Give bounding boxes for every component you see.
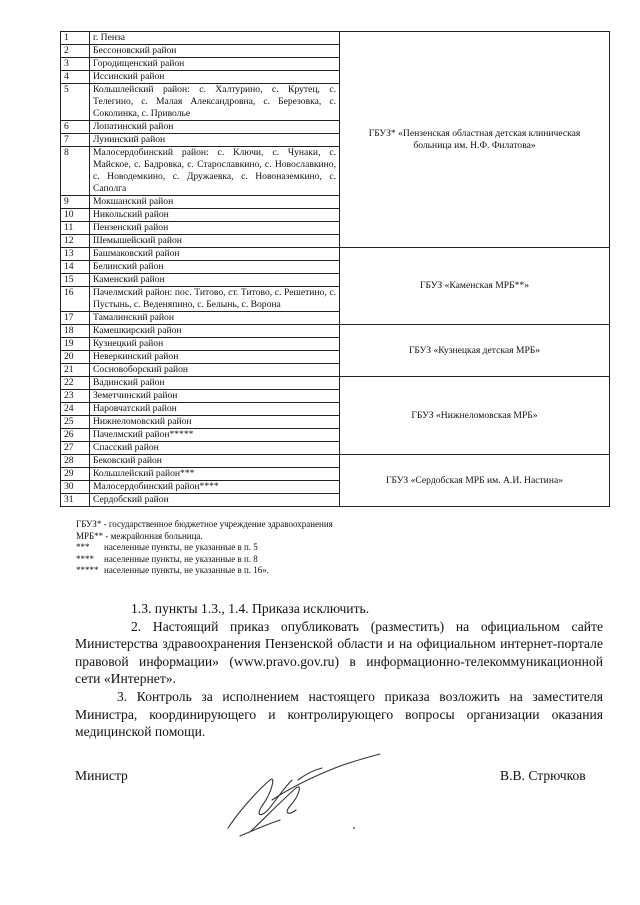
row-number: 26 — [61, 429, 90, 442]
table-row — [61, 32, 610, 45]
district-cell: Земетчинский район — [90, 390, 340, 403]
row-number: 16 — [61, 287, 90, 312]
district-cell: Никольский район — [90, 209, 340, 222]
district-cell: Лопатинский район — [90, 121, 340, 134]
district-cell: Спасский район — [90, 442, 340, 455]
row-number: 21 — [61, 364, 90, 377]
row-number: 12 — [61, 235, 90, 248]
district-cell: Бековский район — [90, 455, 340, 468]
district-cell: Сердобский район — [90, 494, 340, 507]
row-number: 3 — [61, 58, 90, 71]
district-cell: Пензенский район — [90, 222, 340, 235]
row-number: 24 — [61, 403, 90, 416]
signatory-title: Министр — [75, 768, 128, 783]
footnote: ГБУЗ* - государственное бюджетное учреждение здравоохранения — [76, 519, 333, 529]
district-cell: Башмаковский район — [90, 248, 340, 261]
district-cell: Городищенский район — [90, 58, 340, 71]
row-number: 4 — [61, 71, 90, 84]
row-number: 11 — [61, 222, 90, 235]
row-number: 30 — [61, 481, 90, 494]
district-cell: Наровчатский район — [90, 403, 340, 416]
row-number: 14 — [61, 261, 90, 274]
institution-cell: ГБУЗ «Сердобская МРБ им. А.И. Настина» — [340, 455, 610, 507]
row-number: 18 — [61, 325, 90, 338]
district-cell: Шемышейский район — [90, 235, 340, 248]
paragraph-3: 3. Контроль за исполнением настоящего приказа возложить на заместителя Министра, координирующего и контролирующего вопросы организации оказания медицинской помощи. — [75, 688, 603, 740]
table-row — [61, 455, 610, 468]
district-cell: Бессоновский район — [90, 45, 340, 58]
table-row — [61, 325, 610, 338]
footnote: **** населенные пункты, не указанные в п. 8 — [76, 553, 258, 564]
footnote: ***** населенные пункты, не указанные в п. 16». — [76, 565, 270, 576]
footnotes — [76, 519, 576, 577]
footnote: МРБ** - межрайонная больница. — [76, 530, 203, 541]
row-number: 9 — [61, 196, 90, 209]
row-number: 10 — [61, 209, 90, 222]
footnote: *** населенные пункты, не указанные в п. 5 — [76, 542, 258, 553]
row-number: 29 — [61, 468, 90, 481]
row-number: 5 — [61, 84, 90, 121]
row-number: 6 — [61, 121, 90, 134]
row-number: 27 — [61, 442, 90, 455]
row-number: 8 — [61, 147, 90, 196]
signature-stroke — [250, 787, 299, 832]
district-cell: Пачелмский район***** — [90, 429, 340, 442]
institution-cell: ГБУЗ «Нижнеломовская МРБ» — [340, 377, 610, 455]
row-number: 23 — [61, 390, 90, 403]
row-number: 15 — [61, 274, 90, 287]
district-cell: Нижнеломовский район — [90, 416, 340, 429]
district-cell: Иссинский район — [90, 71, 340, 84]
table-row — [61, 377, 610, 390]
district-cell: Каменский район — [90, 274, 340, 287]
institution-cell: ГБУЗ «Каменская МРБ**» — [340, 248, 610, 325]
district-cell: г. Пенза — [90, 32, 340, 45]
district-cell: Вадинский район — [90, 377, 340, 390]
district-cell: Мокшанский район — [90, 196, 340, 209]
institution-cell: ГБУЗ* «Пензенская областная детская клиническая больница им. Н.Ф. Филатова» — [340, 32, 610, 248]
row-number: 20 — [61, 351, 90, 364]
district-cell: Пачелмский район: пос. Титово, ст. Титово, с. Решетино, с. Пустынь, с. Веденяпино, с. Белынь, с. Ворона — [90, 287, 340, 312]
district-cell: Малосердобинский район**** — [90, 481, 340, 494]
table-row — [61, 248, 610, 261]
signature-stroke — [272, 754, 380, 800]
signature-stroke — [228, 779, 292, 828]
row-number: 2 — [61, 45, 90, 58]
signature-stroke — [298, 768, 322, 780]
paragraph-1-3: 1.3. пункты 1.3., 1.4. Приказа исключить. — [131, 601, 370, 616]
row-number: 13 — [61, 248, 90, 261]
districts-table — [60, 31, 610, 507]
institution-cell: ГБУЗ «Кузнецкая детская МРБ» — [340, 325, 610, 377]
order-text — [75, 600, 603, 741]
district-cell: Тамалинский район — [90, 312, 340, 325]
row-number: 28 — [61, 455, 90, 468]
district-cell: Белинский район — [90, 261, 340, 274]
district-cell: Кольшлейский район*** — [90, 468, 340, 481]
district-cell: Кузнецкий район — [90, 338, 340, 351]
district-cell: Неверкинский район — [90, 351, 340, 364]
district-cell: Камешкирский район — [90, 325, 340, 338]
row-number: 17 — [61, 312, 90, 325]
row-number: 22 — [61, 377, 90, 390]
district-cell: Лунинский район — [90, 134, 340, 147]
district-cell: Кольшлейский район: с. Халтурино, с. Крутец, с. Телегино, с. Малая Александровна, с. Березовка, с. Соколинка, с. Приволье — [90, 84, 340, 121]
district-cell: Малосердобинский район: с. Ключи, с. Чунаки, с. Майское, с. Бадровка, с. Старославкино, с. Новославкино, с. Новодемкино, с. Дружаевка, с. Новоназемкино, с. Саполга — [90, 147, 340, 196]
row-number: 1 — [61, 32, 90, 45]
row-number: 19 — [61, 338, 90, 351]
row-number: 31 — [61, 494, 90, 507]
ink-dot — [353, 827, 355, 829]
paragraph-2: 2. Настоящий приказ опубликовать (разместить) на официальном сайте Министерства здравоохранения Пензенской области и на официальном интернет-портале правовой информации» (www.pravo.gov.ru) в информационно-телекоммуникационной сети «Интернет». — [75, 618, 603, 687]
signatory-name: В.В. Стрючков — [500, 768, 586, 783]
handwritten-signature — [210, 740, 390, 840]
district-cell: Сосновоборский район — [90, 364, 340, 377]
row-number: 25 — [61, 416, 90, 429]
row-number: 7 — [61, 134, 90, 147]
